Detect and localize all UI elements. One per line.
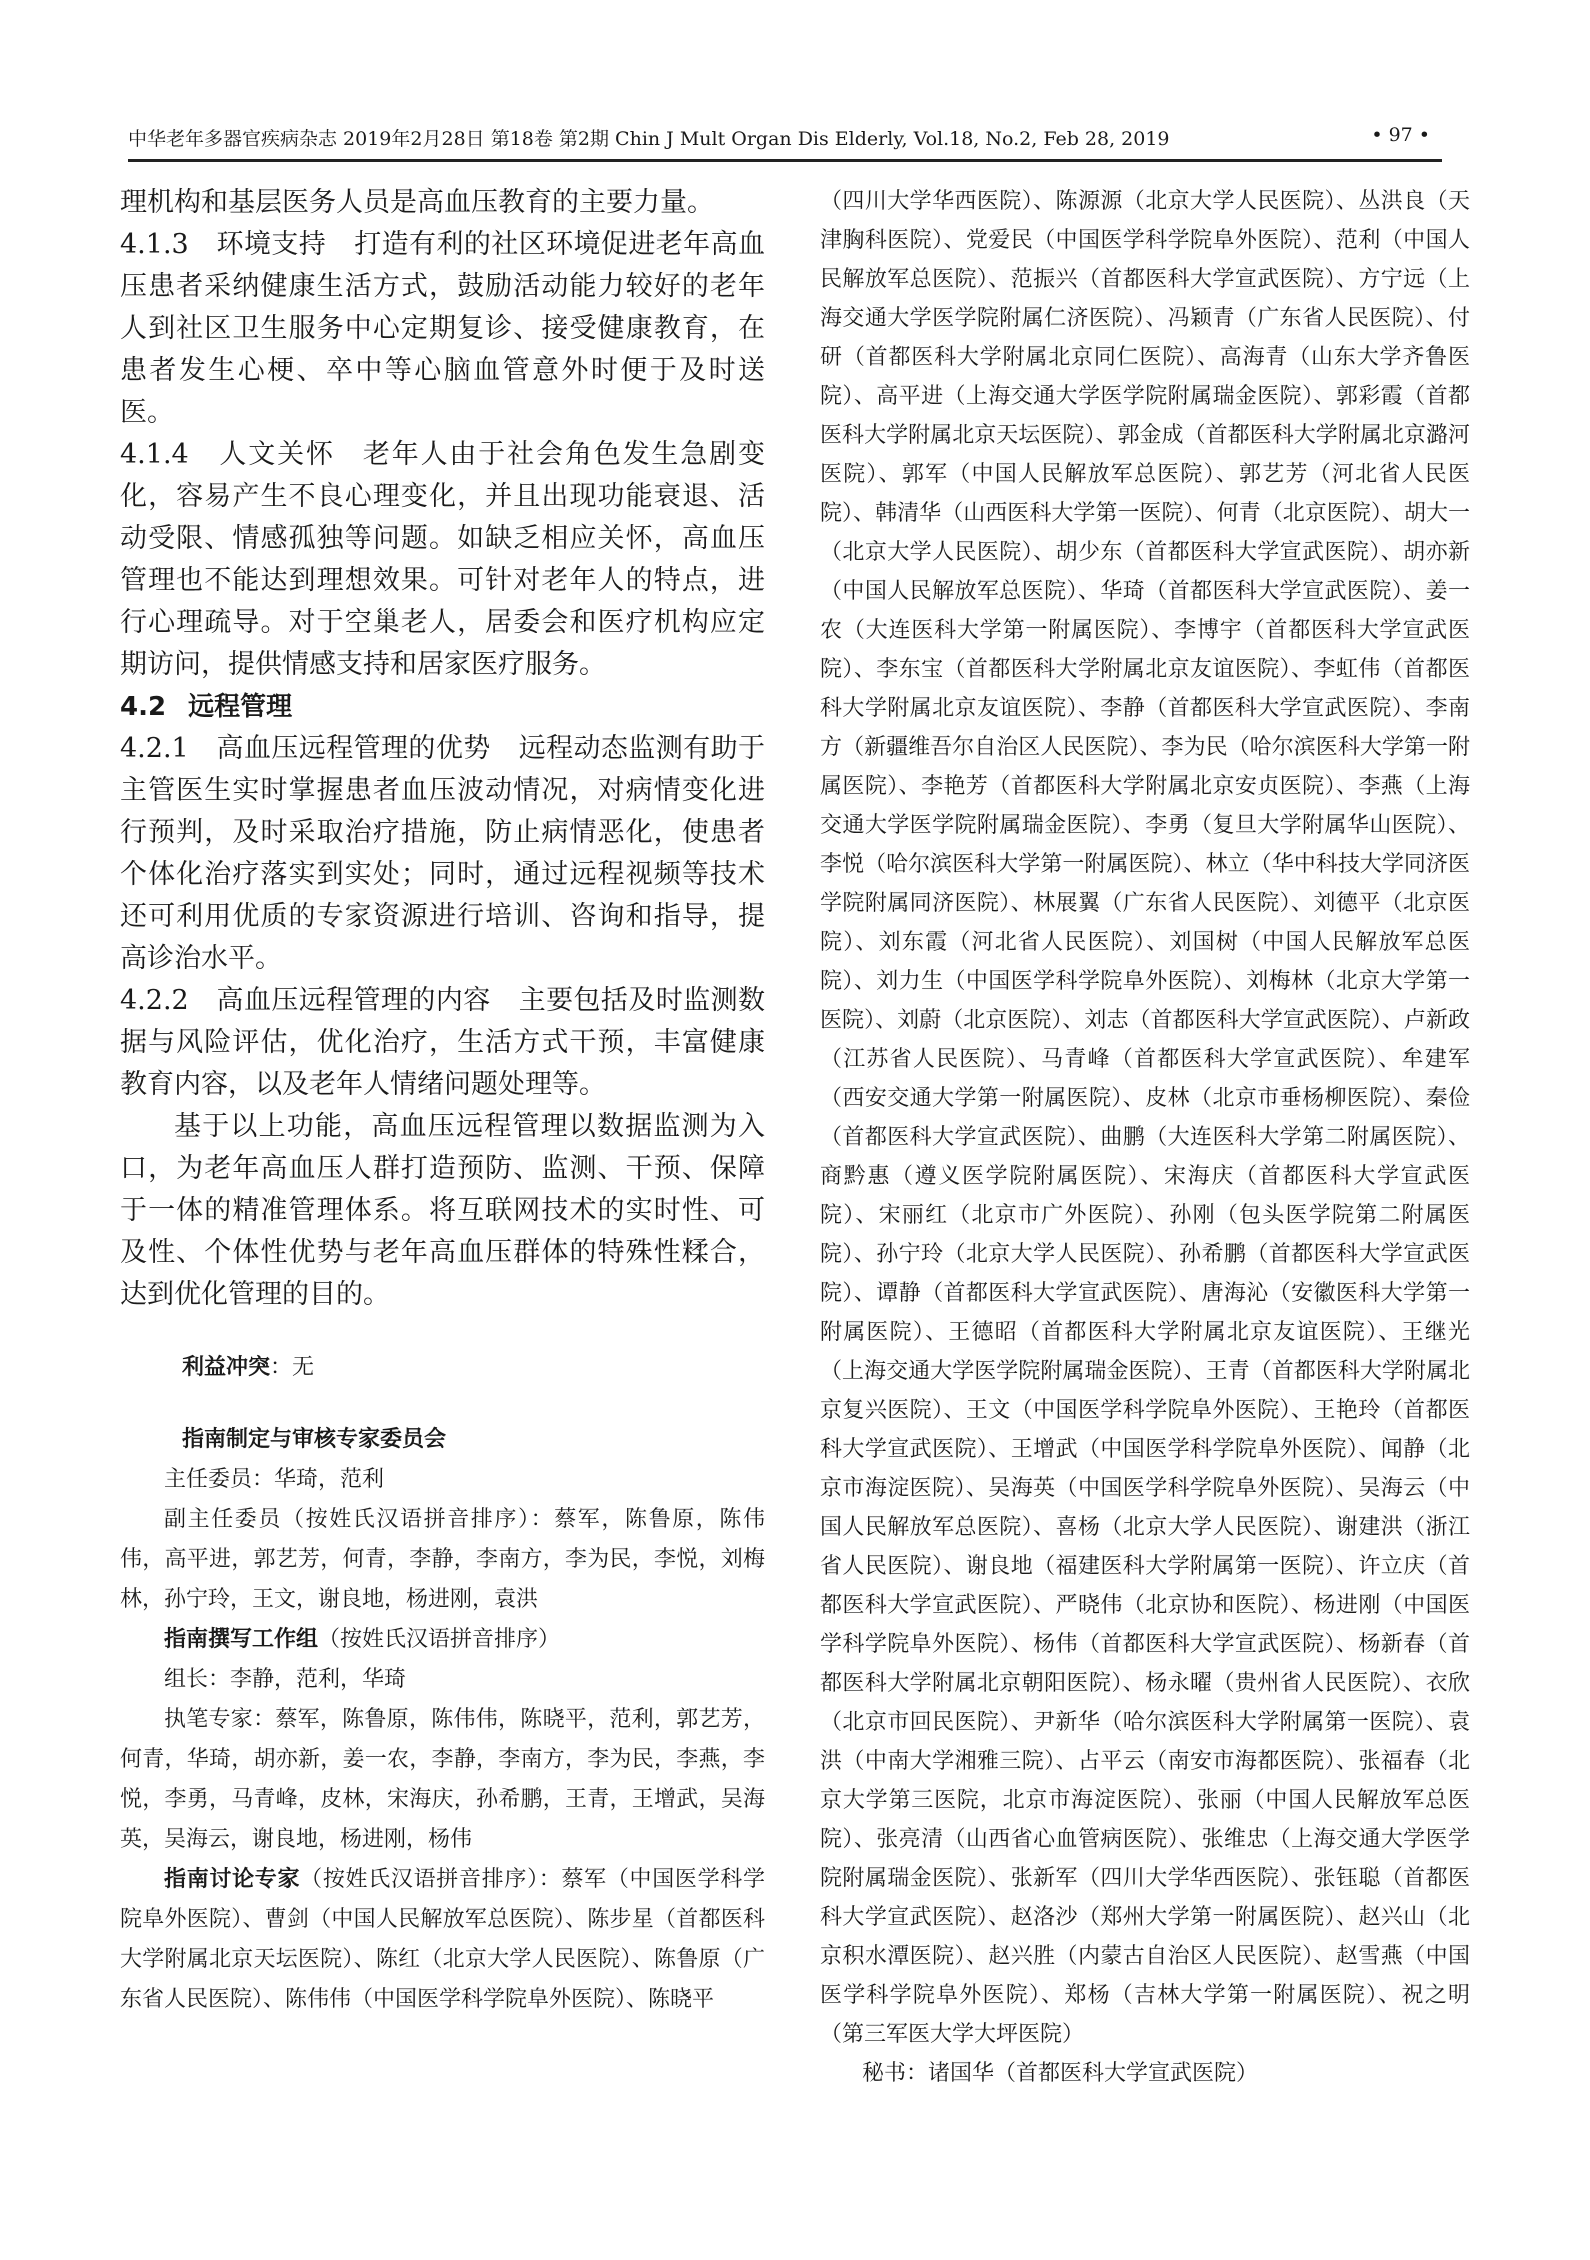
section-4-2-1: [120, 728, 765, 980]
writing-group-label: 指南撰写工作组: [164, 1627, 319, 1652]
right-column: [820, 182, 1470, 2093]
secretary: 秘书：诸国华（首都医科大学宣武医院）: [862, 2061, 1259, 2086]
running-header: [128, 118, 1442, 156]
writing-group-note: （按姓氏汉语拼音排序）: [318, 1627, 561, 1652]
left-column: [120, 182, 765, 2020]
conflict-of-interest-value: ：无: [270, 1355, 315, 1380]
conflict-of-interest-label: 利益冲突: [182, 1355, 271, 1380]
section-4-2-heading: [120, 686, 765, 728]
discussion-experts-list-start: （按姓氏汉语拼音排序）：蔡军（中国医学科学院阜外医院）、曹剑（中国人民解放军总医院）、陈步星（首都医科大学附属北京天坛医院）、陈红（北京大学人民医院）、陈鲁原（广东省人民医院）、陈伟伟（中国医学科学院阜外医院）、陈晓平: [120, 1867, 765, 2012]
section-4-2-title: 远程管理: [188, 692, 293, 722]
section-4-1-4-body: 老年人由于社会角色发生急剧变化，容易产生不良心理变化，并且出现功能衰退、活动受限、情感孤独等问题。如缺乏相应关怀，高血压管理也不能达到理想效果。可针对老年人的特点，进行心理疏导。对于空巢老人，居委会和医疗机构应定期访问，提供情感支持和居家医疗服务。: [120, 439, 766, 680]
group-leader: 组长：李静，范利，华琦: [164, 1667, 407, 1692]
committee-title: 指南制定与审核专家委员会: [182, 1427, 447, 1452]
journal-citation: 中华老年多器官疾病杂志 2019年2月28日 第18卷 第2期 Chin J Mult Organ Dis Elderly, Vol.18, No.2, Feb 28, 2019: [128, 128, 1170, 150]
paragraph-continuation: 理机构和基层医务人员是高血压教育的主要力量。: [120, 187, 714, 218]
spacer: [120, 1384, 765, 1420]
writing-experts: 执笔专家：蔡军，陈鲁原，陈伟伟，陈晓平，范利，郭艺芳，何青，华琦，胡亦新，姜一农，李静，李南方，李为民，李燕，李悦，李勇，马青峰，皮林，宋海庆，孙希鹏，王青，王增武，吴海英，吴海云，谢良地，杨进刚，杨伟: [120, 1707, 765, 1852]
section-4-1-4: [120, 434, 765, 686]
committee-chair: 主任委员：华琦，范利: [164, 1467, 385, 1492]
section-4-1-4-title: 4.1.4 人文关怀: [120, 439, 335, 470]
committee-vice-chair: 副主任委员（按姓氏汉语拼音排序）：蔡军，陈鲁原，陈伟伟，高平进，郭艺芳，何青，李静，李南方，李为民，李悦，刘梅林，孙宁玲，王文，谢良地，杨进刚，袁洪: [120, 1507, 765, 1612]
section-4-1-3-body: 打造有利的社区环境促进老年高血压患者采纳健康生活方式，鼓励活动能力较好的老年人到社区卫生服务中心定期复诊、接受健康教育，在患者发生心梗、卒中等心脑血管意外时便于及时送医。: [120, 229, 766, 428]
writing-group: [120, 1620, 765, 1660]
section-4-1-3-title: 4.1.3 环境支持: [120, 229, 327, 260]
section-4-2-number: 4.2: [120, 692, 167, 722]
section-4-1-3: [120, 224, 765, 434]
discussion-experts-label: 指南讨论专家: [164, 1867, 301, 1892]
section-4-2-2: [120, 980, 765, 1106]
header-rule: [128, 159, 1442, 162]
closing-paragraph: 基于以上功能，高血压远程管理以数据监测为入口，为老年高血压人群打造预防、监测、干预、保障于一体的精准管理体系。将互联网技术的实时性、可及性、个体性优势与老年高血压群体的特殊性糅合，达到优化管理的目的。: [120, 1111, 765, 1310]
section-4-2-1-title: 4.2.1 高血压远程管理的优势: [120, 733, 491, 764]
section-4-2-2-body: 主要包括及时监测数据与风险评估，优化治疗，生活方式干预，丰富健康教育内容，以及老年人情绪问题处理等。: [120, 985, 766, 1100]
section-4-2-1-body: 远程动态监测有助于主管医生实时掌握患者血压波动情况，对病情变化进行预判，及时采取治疗措施，防止病情恶化，使患者个体化治疗落实到实处；同时，通过远程视频等技术还可利用优质的专家资源进行培训、咨询和指导，提高诊治水平。: [120, 733, 766, 974]
section-4-2-2-title: 4.2.2 高血压远程管理的内容: [120, 985, 491, 1016]
conflict-of-interest: [120, 1352, 765, 1384]
discussion-experts-list-continued: （四川大学华西医院）、陈源源（北京大学人民医院）、丛洪良（天津胸科医院）、党爱民（中国医学科学院阜外医院）、范利（中国人民解放军总医院）、范振兴（首都医科大学宣武医院）、方宁远（上海交通大学医学院附属仁济医院）、冯颖青（广东省人民医院）、付研（首都医科大学附属北京同仁医院）、高海青（山东大学齐鲁医院）、高平进（上海交通大学医学院附属瑞金医院）、郭彩霞（首都医科大学附属北京天坛医院）、郭金成（首都医科大学附属北京潞河医院）、郭军（中国人民解放军总医院）、郭艺芳（河北省人民医院）、韩清华（山西医科大学第一医院）、何青（北京医院）、胡大一（北京大学人民医院）、胡少东（首都医科大学宣武医院）、胡亦新（中国人民解放军总医院）、华琦（首都医科大学宣武医院）、姜一农（大连医科大学第一附属医院）、李博宇（首都医科大学宣武医院）、李东宝（首都医科大学附属北京友谊医院）、李虹伟（首都医科大学附属北京友谊医院）、李静（首都医科大学宣武医院）、李南方（新疆维吾尔自治区人民医院）、李为民（哈尔滨医科大学第一附属医院）、李艳芳（首都医科大学附属北京安贞医院）、李燕（上海交通大学医学院附属瑞金医院）、李勇（复旦大学附属华山医院）、李悦（哈尔滨医科大学第一附属医院）、林立（华中科技大学同济医学院附属同济医院）、林展翼（广东省人民医院）、刘德平（北京医院）、刘东霞（河北省人民医院）、刘国树（中国人民解放军总医院）、刘力生（中国医学科学院阜外医院）、刘梅林（北京大学第一医院）、刘蔚（北京医院）、刘志（首都医科大学宣武医院）、卢新政（江苏省人民医院）、马青峰（首都医科大学宣武医院）、牟建军（西安交通大学第一附属医院）、皮林（北京市垂杨柳医院）、秦俭（首都医科大学宣武医院）、曲鹏（大连医科大学第二附属医院）、商黔惠（遵义医学院附属医院）、宋海庆（首都医科大学宣武医院）、宋丽红（北京市广外医院）、孙刚（包头医学院第二附属医院）、孙宁玲（北京大学人民医院）、孙希鹏（首都医科大学宣武医院）、谭静（首都医科大学宣武医院）、唐海沁（安徽医科大学第一附属医院）、王德昭（首都医科大学附属北京友谊医院）、王继光（上海交通大学医学院附属瑞金医院）、王青（首都医科大学附属北京复兴医院）、王文（中国医学科学院阜外医院）、王艳玲（首都医科大学宣武医院）、王增武（中国医学科学院阜外医院）、闻静（北京市海淀医院）、吴海英（中国医学科学院阜外医院）、吴海云（中国人民解放军总医院）、喜杨（北京大学人民医院）、谢建洪（浙江省人民医院）、谢良地（福建医科大学附属第一医院）、许立庆（首都医科大学宣武医院）、严晓伟（北京协和医院）、杨进刚（中国医学科学院阜外医院）、杨伟（首都医科大学宣武医院）、杨新春（首都医科大学附属北京朝阳医院）、杨永曜（贵州省人民医院）、衣欣（北京市回民医院）、尹新华（哈尔滨医科大学附属第一医院）、袁洪（中南大学湘雅三院）、占平云（南安市海都医院）、张福春（北京大学第三医院，北京市海淀医院）、张丽（中国人民解放军总医院）、张亮清（山西省心血管病医院）、张维忠（上海交通大学医学院附属瑞金医院）、张新军（四川大学华西医院）、张钰聪（首都医科大学宣武医院）、赵洛沙（郑州大学第一附属医院）、赵兴山（北京积水潭医院）、赵兴胜（内蒙古自治区人民医院）、赵雪燕（中国医学科学院阜外医院）、郑杨（吉林大学第一附属医院）、祝之明（第三军医大学大坪医院）: [820, 189, 1470, 2047]
page-number: • 97 •: [1371, 124, 1430, 146]
discussion-experts: [120, 1860, 765, 2020]
